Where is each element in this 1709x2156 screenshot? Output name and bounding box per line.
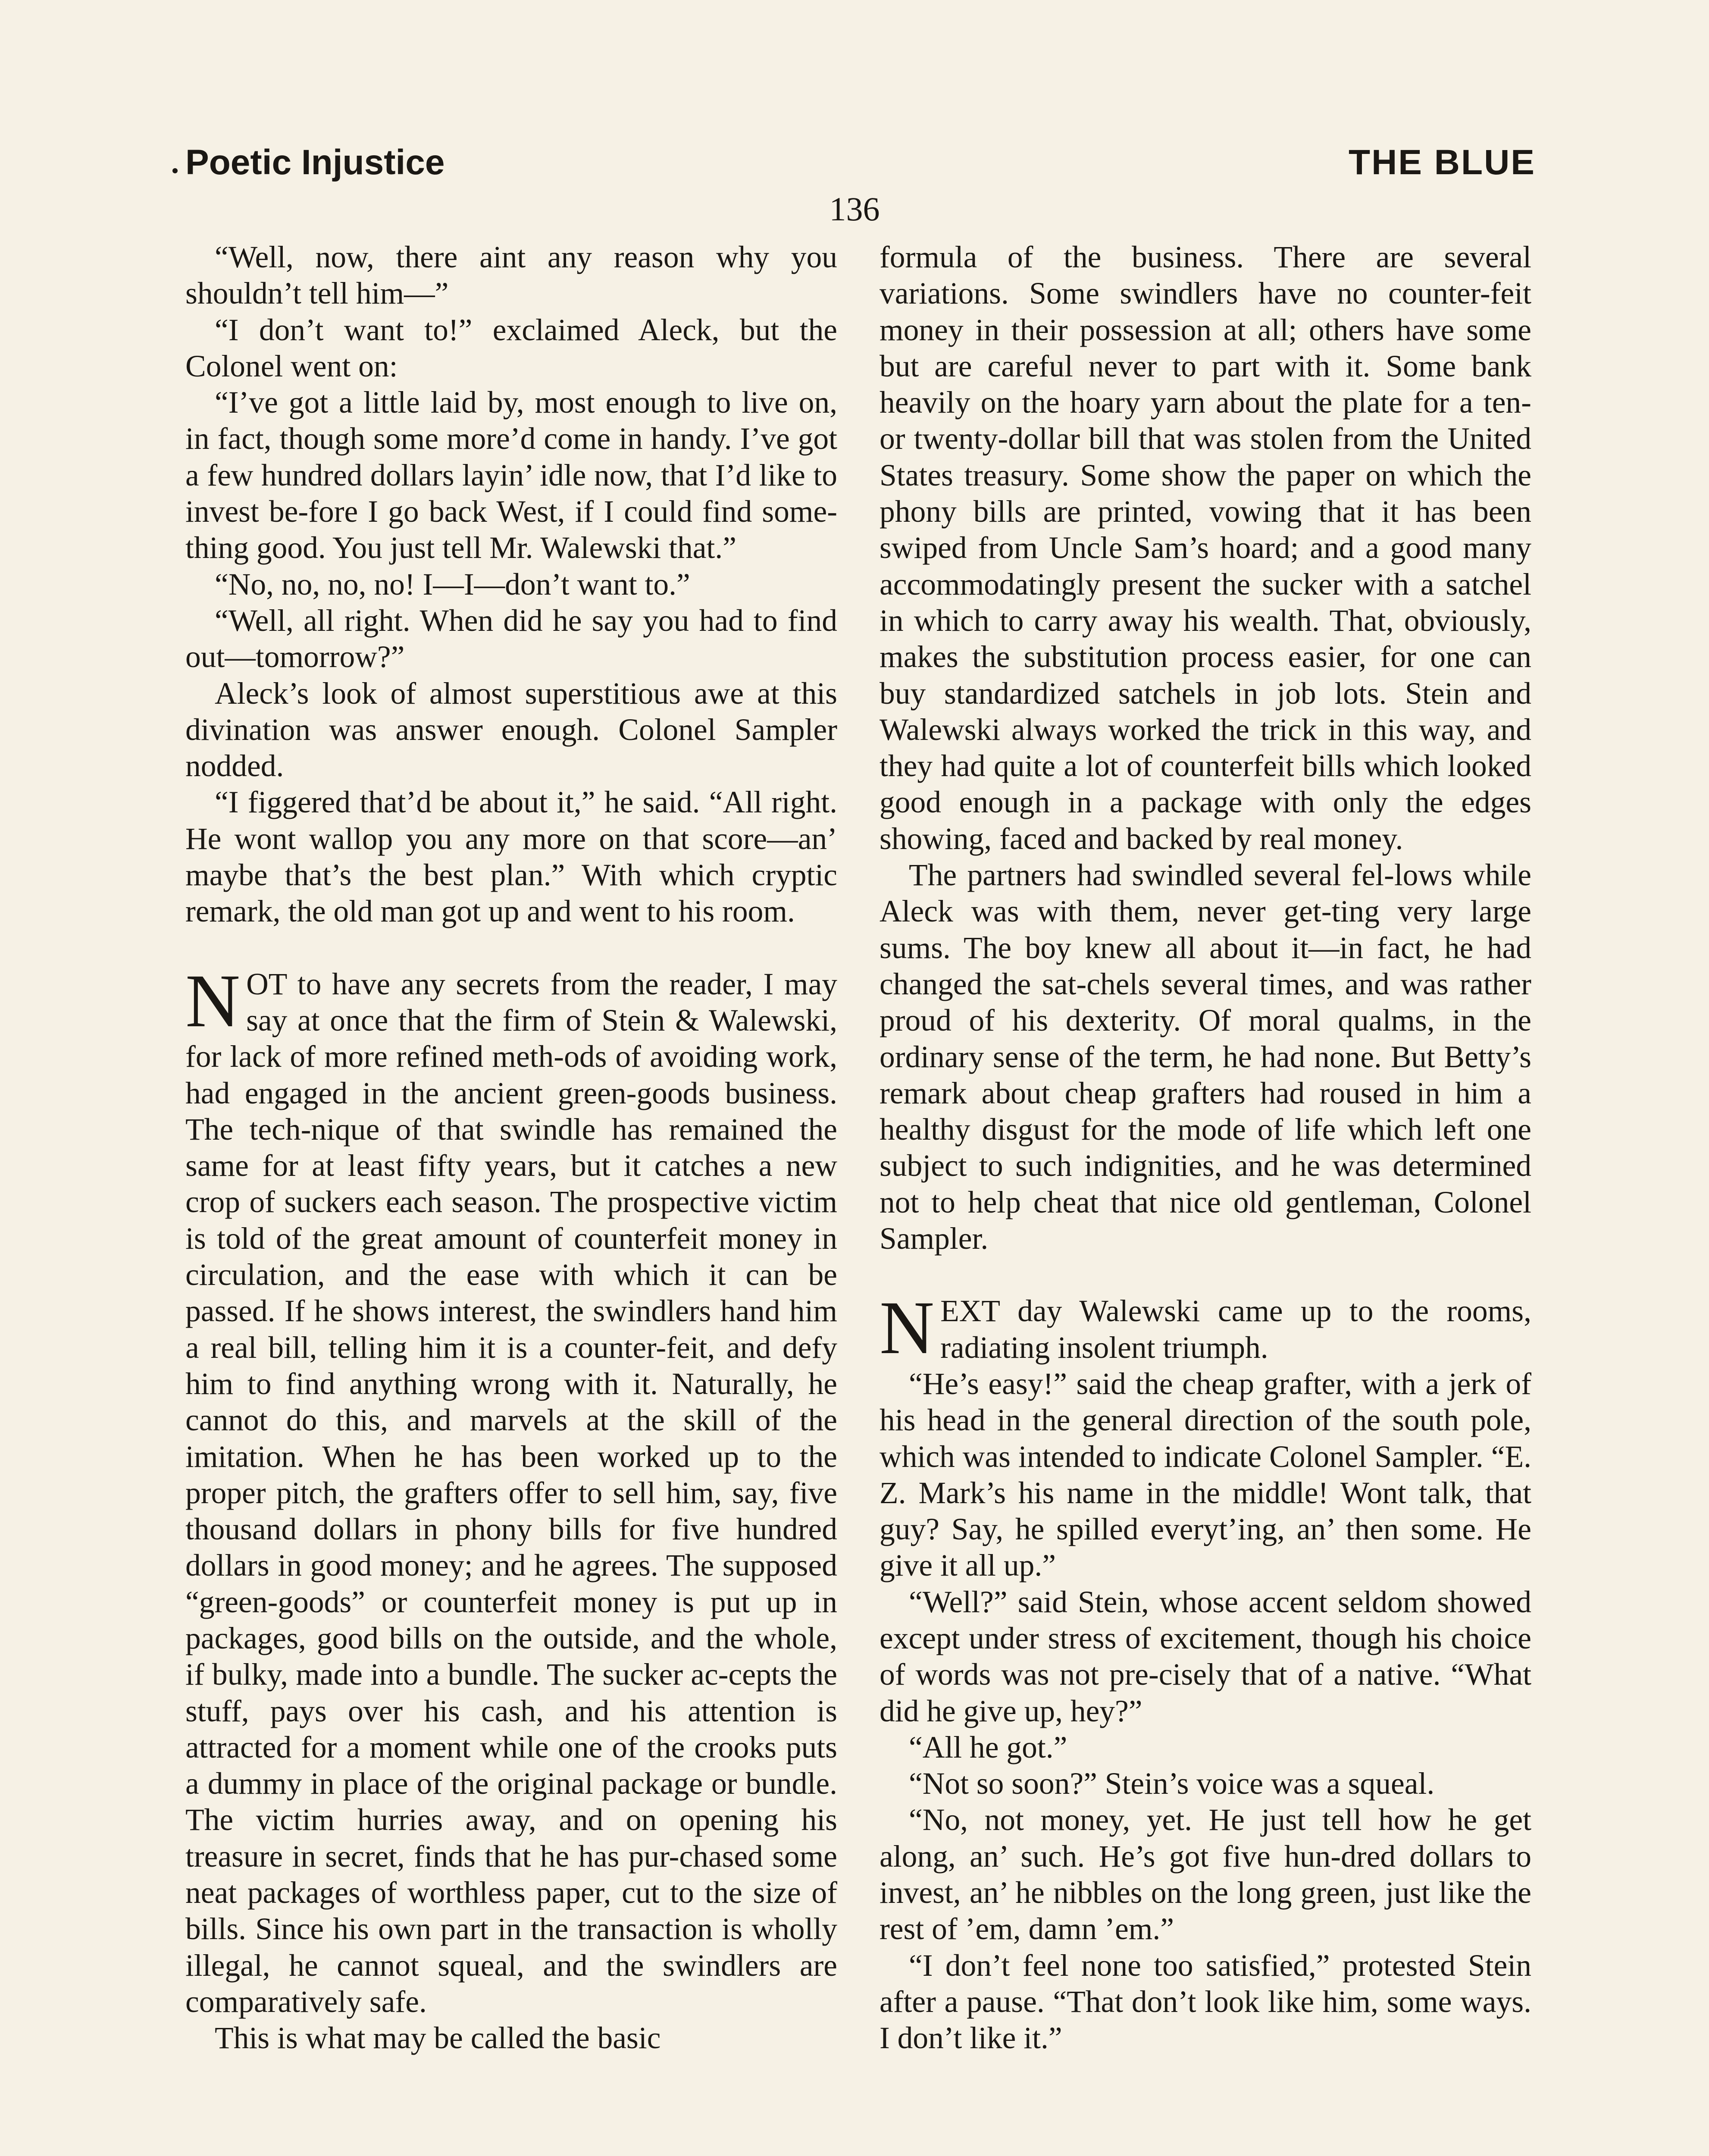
paragraph: “I don’t want to!” exclaimed Aleck, but the Colonel went on:: [185, 313, 837, 383]
paragraph: “I figgered that’d be about it,” he said. “All right. He wont wallop you any more on that score—an’ maybe that’s the best plan.” With which cryptic remark, the old man got up and went to his room.: [185, 785, 837, 929]
page-number: 136: [829, 190, 880, 228]
paragraph: “He’s easy!” said the cheap grafter, with a jerk of his head in the general direction of the south pole, which was intended to indicate Colonel Sampler. “E. Z. Mark’s his name in the middle! Wont talk, that guy? Say, he spilled everyt’ing, an’ then some. He give it all up.”: [880, 1366, 1531, 1583]
paragraph: Aleck’s look of almost superstitious awe at this divination was answer enough. Colonel Sampler nodded.: [185, 676, 837, 783]
section-two-opening: [880, 1286, 1531, 1370]
drop-cap: N: [185, 959, 241, 1043]
right-column: [880, 239, 1531, 2057]
paragraph: “No, no, no, no! I—I—don’t want to.”: [215, 567, 690, 602]
paragraph: “Well, all right. When did he say you had to find out—tomorrow?”: [185, 603, 837, 674]
paragraph-continuation: formula of the business. There are several variations. Some swindlers have no counter-feit money in their possession at all; others have some but are careful never to part with it. Some bank heavily on the hoary yarn about the plate for a ten- or twenty-dollar bill that was stolen from the United States treasury. Some show the paper on which the phony bills are printed, vowing that it has been swiped from Uncle Sam’s hoard; and a good many accommodatingly present the sucker with a satchel in which to carry away his wealth. That, obviously, makes the substitution process easier, for one can buy standardized satchels in job lots. Stein and Walewski always worked the trick in this way, and they had quite a lot of counterfeit bills which looked good enough in a package with only the edges showing, faced and backed by real money.: [880, 240, 1531, 856]
paragraph: “No, not money, yet. He just tell how he get along, an’ such. He’s got five hun-dred dollars to invest, an’ he nibbles on the long green, just like the rest of ’em, damn ’em.”: [880, 1803, 1531, 1946]
paragraph: “Well, now, there aint any reason why you shouldn’t tell him—”: [185, 240, 837, 311]
paragraph: “Well?” said Stein, whose accent seldom showed except under stress of excitement, though his choice of words was not pre-cisely that of a native. “What did he give up, hey?”: [880, 1585, 1531, 1728]
paragraph: “All he got.”: [909, 1730, 1067, 1764]
running-title-text: Poetic Injustice: [185, 143, 445, 182]
paragraph: The partners had swindled several fel-lows while Aleck was with them, never get-ting very large sums. The boy knew all about it—in fact, he had changed the sat-chels several times, and was rather proud of his dexterity. Of moral qualms, in the ordinary sense of the term, he had none. But Betty’s remark about cheap grafters had roused in him a healthy disgust for the mode of life which left one subject to such indignities, and he was determined not to help cheat that nice old gentleman, Colonel Sampler.: [880, 858, 1531, 1256]
magazine-name: THE BLUE: [1349, 143, 1536, 182]
section-one-text: OT to have any secrets from the reader, I may say at once that the firm of Stein & Walewski, for lack of more refined meth-ods of avoiding work, had engaged in the ancient green-goods business. The tech-nique of that swindle has remained the same for at least fifty years, but it catches a new crop of suckers each season. The prospective victim is told of the great amount of counterfeit money in circulation, and the ease with which it can be passed. If he shows interest, the swindlers hand him a real bill, telling him it is a counter-feit, and defy him to find anything wrong with it. Naturally, he cannot do this, and marvels at the skill of the imitation. When he has been worked up to the proper pitch, the grafters offer to sell him, say, five thousand dollars in phony bills for five hundred dollars in good money; and he agrees. The supposed “green-goods” or counterfeit money is put up in packages, good bills on the outside, and the whole, if bulky, made into a bundle. The sucker ac-cepts the stuff, pays over his cash, and his attention is attracted for a moment while one of the crooks puts a dummy in place of the original package or bundle. The victim hurries away, and on opening his treasure in secret, finds that he has pur-chased some neat packages of worthless paper, cut to the size of bills. Since his own part in the transaction is wholly illegal, he cannot squeal, and the swindlers are comparatively safe.: [185, 967, 837, 2019]
running-title: [185, 142, 445, 183]
section-two-text: EXT day Walewski came up to the rooms, radiating insolent triumph.: [940, 1294, 1531, 1365]
section-one-opening: [185, 959, 837, 2021]
paragraph: “I don’t feel none too satisfied,” protested Stein after a pause. “That don’t look like him, some ways. I don’t like it.”: [880, 1948, 1531, 2056]
left-column: [185, 239, 837, 2057]
paragraph: “I’ve got a little laid by, most enough to live on, in fact, though some more’d come in handy. I’ve got a few hundred dollars layin’ idle now, that I’d like to invest be-fore I go back West, if I could find some-thing good. You just tell Mr. Walewski that.”: [185, 385, 837, 565]
drop-cap: N: [880, 1286, 935, 1370]
paragraph: “Not so soon?” Stein’s voice was a squeal.: [909, 1767, 1435, 1801]
paragraph: This is what may be called the basic: [215, 2021, 661, 2056]
bullet-dot: [172, 168, 178, 173]
